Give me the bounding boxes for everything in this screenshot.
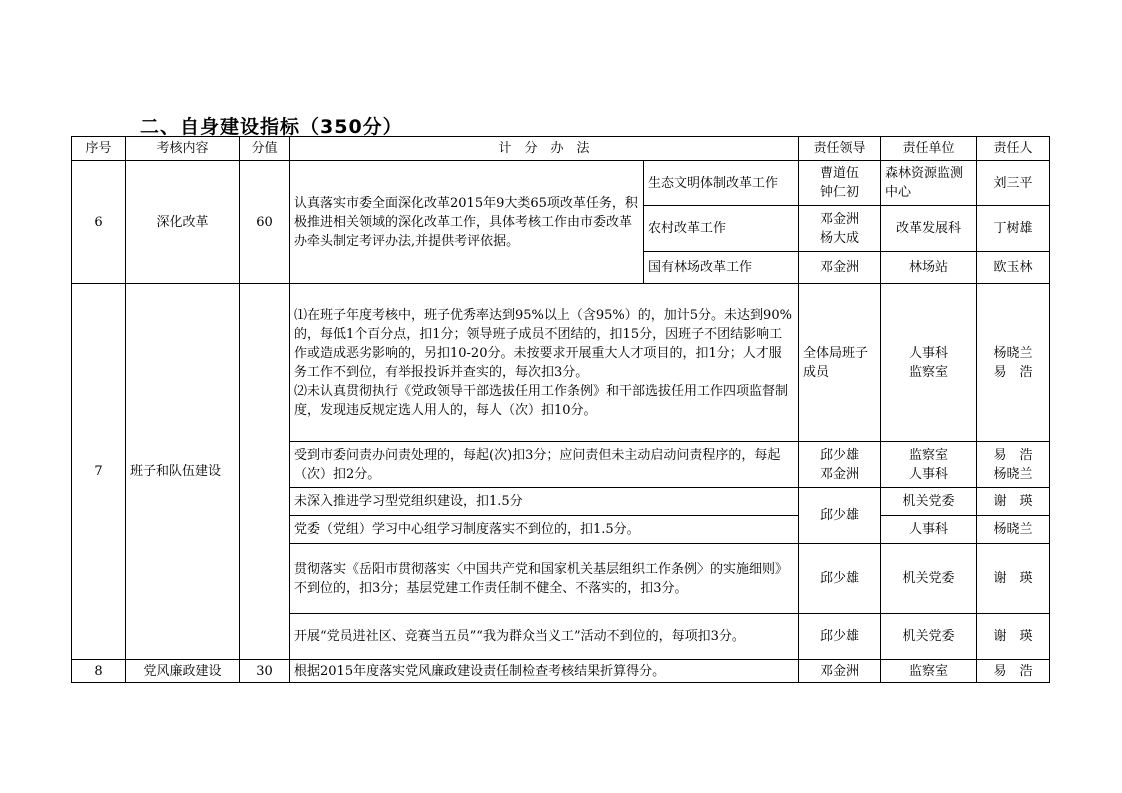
header-person: 责任人 [977, 137, 1050, 161]
row-unit: 机关党委 [881, 488, 977, 516]
row-unit: 林场站 [881, 252, 977, 284]
row-person: 易 浩 [977, 660, 1050, 683]
row-leader: 邱少雄 [799, 544, 881, 614]
row-leader: 曹道伍 钟仁初 [799, 161, 881, 206]
row-leader: 邱少雄 [799, 488, 881, 544]
row-leader: 邱少雄 邓金洲 [799, 442, 881, 488]
row-seq: 7 [72, 284, 126, 660]
row-score-empty [240, 284, 290, 660]
sub-item: 农村改革工作 [644, 206, 799, 252]
row-person: 杨晓兰 易 浩 [977, 284, 1050, 442]
row-person: 谢 瑛 [977, 614, 1050, 660]
row-content: 班子和队伍建设 [126, 284, 240, 660]
header-unit: 责任单位 [881, 137, 977, 161]
row-score: 60 [240, 161, 290, 284]
row-person: 杨晓兰 [977, 516, 1050, 544]
header-method: 计 分 办 法 [290, 137, 799, 161]
header-seq: 序号 [72, 137, 126, 161]
row-unit: 机关党委 [881, 544, 977, 614]
row-unit: 机关党委 [881, 614, 977, 660]
row-content: 党风廉政建设 [126, 660, 240, 683]
table-row [72, 284, 1050, 442]
row-content: 深化改革 [126, 161, 240, 284]
header-row [72, 137, 1050, 161]
row-method: 贯彻落实《岳阳市贯彻落实〈中国共产党和国家机关基层组织工作条例〉的实施细则》不到位的，扣3分；基层党建工作责任制不健全、不落实的，扣3分。 [290, 544, 799, 614]
row-leader: 全体局班子成员 [799, 284, 881, 442]
sub-item: 国有林场改革工作 [644, 252, 799, 284]
row-method: ⑴在班子年度考核中，班子优秀率达到95%以上（含95%）的，加计5分。未达到90%的，每低1个百分点，扣1分；领导班子成员不团结的，扣15分，因班子不团结影响工作或造成恶劣影响的，另扣10-20分。未按要求开展重大人才项目的，扣1分；人才服务工作不到位，有举报投诉并查实的，每次扣3分。 ⑵未认真贯彻执行《党政领导干部选拔任用工作条例》和干部选拔任用工作四项监督制度，发现违反规定选人用人的，每人（次）扣10分。 [290, 284, 799, 442]
row-method: 根据2015年度落实党风廉政建设责任制检查考核结果折算得分。 [290, 660, 799, 683]
header-content: 考核内容 [126, 137, 240, 161]
row-unit: 人事科 [881, 516, 977, 544]
row-method: 党委（党组）学习中心组学习制度落实不到位的，扣1.5分。 [290, 516, 799, 544]
header-leader: 责任领导 [799, 137, 881, 161]
row-method: 未深入推进学习型党组织建设，扣1.5分 [290, 488, 799, 516]
table-row [72, 660, 1050, 683]
row-person: 易 浩 杨晓兰 [977, 442, 1050, 488]
row-person: 欧玉林 [977, 252, 1050, 284]
row-method: 开展“党员进社区、竞赛当五员”“我为群众当义工”活动不到位的，每项扣3分。 [290, 614, 799, 660]
row-person: 谢 瑛 [977, 488, 1050, 516]
row-leader: 邓金洲 [799, 252, 881, 284]
row-score: 30 [240, 660, 290, 683]
header-score: 分值 [240, 137, 290, 161]
row-leader: 邱少雄 [799, 614, 881, 660]
row-leader: 邓金洲 [799, 660, 881, 683]
section-title: 二、自身建设指标（350分） [140, 116, 403, 138]
row-unit: 监察室 人事科 [881, 442, 977, 488]
row-unit: 人事科 监察室 [881, 284, 977, 442]
row-person: 刘三平 [977, 161, 1050, 206]
row-unit: 森林资源监测中心 [881, 161, 977, 206]
row-person: 谢 瑛 [977, 544, 1050, 614]
assessment-table [71, 136, 1050, 683]
row-unit: 改革发展科 [881, 206, 977, 252]
row-seq: 8 [72, 660, 126, 683]
sub-item: 生态文明体制改革工作 [644, 161, 799, 206]
row-unit: 监察室 [881, 660, 977, 683]
row-method: 认真落实市委全面深化改革2015年9大类65项改革任务，积极推进相关领域的深化改革工作，具体考核工作由市委改革办牵头制定考评办法,并提供考评依据。 [290, 161, 644, 284]
table-row [72, 161, 1050, 206]
row-person: 丁树雄 [977, 206, 1050, 252]
row-method: 受到市委问责办问责处理的，每起(次)扣3分；应问责但未主动启动问责程序的，每起（次）扣2分。 [290, 442, 799, 488]
row-leader: 邓金洲 杨大成 [799, 206, 881, 252]
row-seq: 6 [72, 161, 126, 284]
